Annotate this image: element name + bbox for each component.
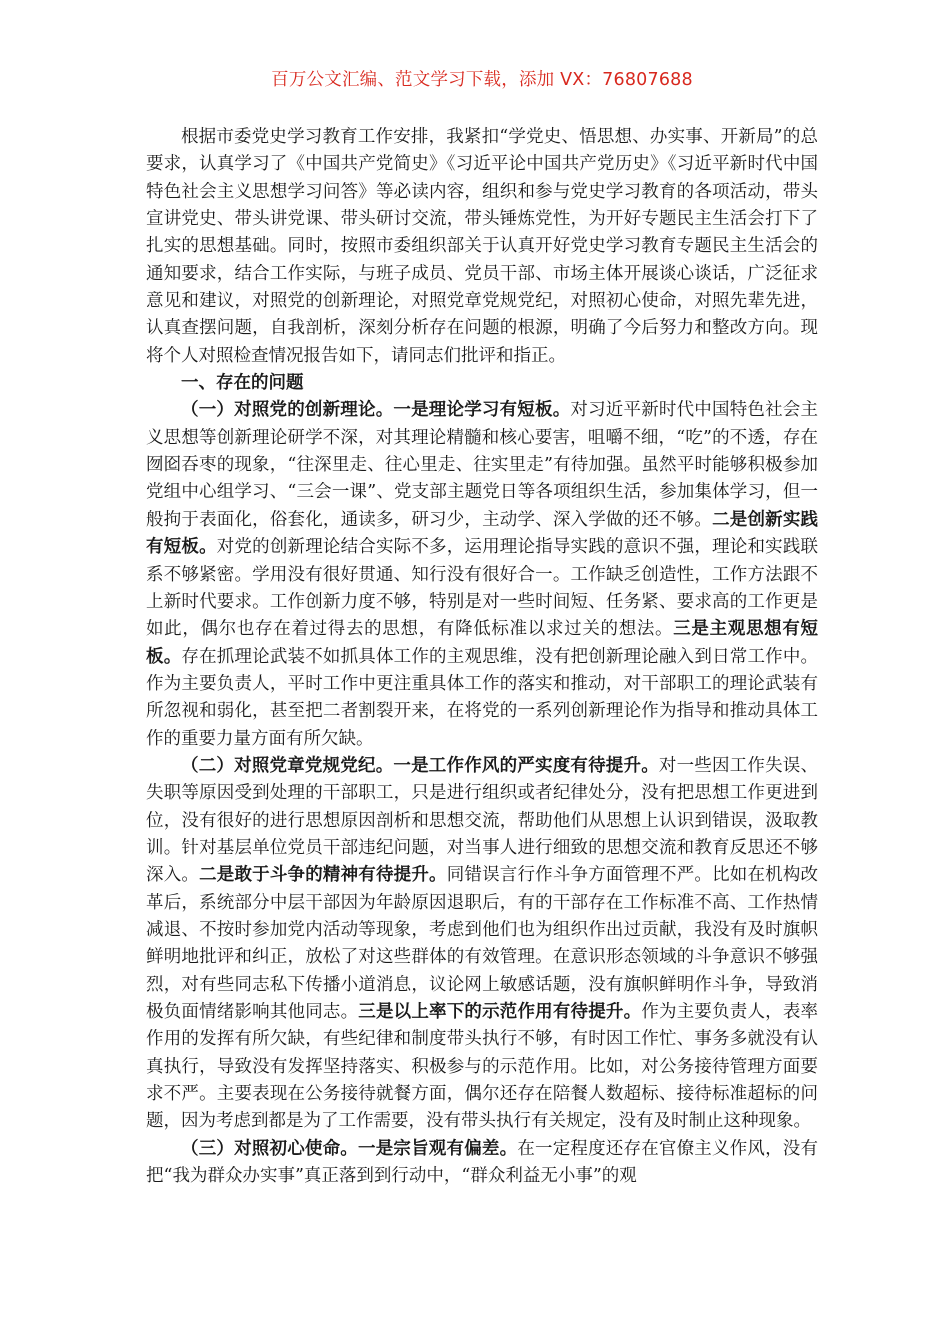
paragraph-text: 作为主要负责人，表率作用的发挥有所欠缺，有些纪律和制度带头执行不够，有时因工作忙、事务多就没有认真执行，导致没有发挥坚持落实、积极参与的示范作用。比如，对公务接待管理方面要求不严。主要表现在公务接待就餐方面，偶尔还存在陪餐人数超标、接待标准超标的问题，因为考虑到都是为了工作需要，没有带头执行有关规定，没有及时制止这种现象。 — [146, 1002, 819, 1132]
paragraph-subhead: 三是以上率下的示范作用有待提升。 — [358, 1002, 642, 1022]
paragraph-lead: （一）对照党的创新理论。一是理论学习有短板。 — [181, 400, 571, 421]
paragraph-text: 在一定程度还存在官僚主义作风，没有把“我为群众办实事”真正落到到行动中，“群众利益无小事”的观 — [146, 1138, 819, 1187]
paragraph-text: 存在抓理论武装不如抓具体工作的主观思维，没有把创新理论融入到日常工作中。作为主要负责人，平时工作中更注重具体工作的落实和推动，对干部职工的理论武装有所忽视和弱化，甚至把二者割裂开来，在将党的一系列创新理论作为指导和推动具体工作的重要力量方面有所欠缺。 — [146, 646, 819, 749]
paragraph-subhead: 三是主观思想有短板。 — [146, 619, 818, 667]
paragraph-subhead: 二是敢于斗争的精神有待提升。 — [199, 865, 447, 886]
paragraph-subhead: 二是创新实践有短板。 — [146, 509, 819, 558]
intro-paragraph: 根据市委党史学习教育工作安排，我紧扣“学党史、悟思想、办实事、开新局”的总要求，认真学习了《中国共产党简史》《习近平论中国共产党历史》《习近平新时代中国特色社会主义思想学习问答》等必读内容，组织和参与党史学习教育的各项活动，带头宣讲党史、带头讲党课、带头研讨交流，带头锤炼党性，为开好专题民主生活会打下了扎实的思想基础。同时，按照市委组织部关于认真开好党史学习教育专题民主生活会的通知要求，结合工作实际，与班子成员、党员干部、市场主体开展谈心谈话，广泛征求意见和建议，对照党的创新理论，对照党章党规党纪，对照初心使命，对照先辈先进，认真查摆问题，自我剖析，深刻分析存在问题的根源，明确了今后努力和整改方向。现将个人对照检查情况报告如下，请同志们批评和指正。 — [146, 127, 818, 366]
paragraph-innovation-theory — [146, 397, 818, 752]
paragraph-text: 对党的创新理论结合实际不多，运用理论指导实践的意识不强，理论和实践联系不够紧密。学用没有很好贯通、知行没有很好合一。工作缺乏创造性，工作方法跟不上新时代要求。工作创新力度不够，特别是对一些时间短、任务紧、要求高的工作更是如此，偶尔也存在着过得去的思想，有降低标准以求过关的想法。 — [146, 537, 819, 640]
paragraph-lead: （三）对照初心使命。一是宗旨观有偏差。 — [181, 1138, 518, 1159]
document-body — [146, 124, 818, 1190]
paragraph-text: 对习近平新时代中国特色社会主义思想等创新理论研学不深，对其理论精髓和核心要害，咀嚼不细，“吃”的不透，存在囫囵吞枣的现象，“往深里走、往心里走、往实里走”有待加强。虽然平时能够积极参加党组中心组学习、“三会一课”、党支部主题党日等各项组织生活，参加集体学习，但一般拘于表面化，俗套化，通读多，研习少，主动学、深入学做的还不够。 — [146, 400, 819, 530]
paragraph-original-mission — [146, 1136, 818, 1191]
section-heading-problems: 一、存在的问题 — [181, 373, 304, 394]
paragraph-text: 对一些因工作失误、失职等原因受到处理的干部职工，只是进行组织或者纪律处分，没有把思想工作更进到位，没有很好的进行思想原因剖析和思想交流，帮助他们从思想上认识到错误，汲取教训。针对基层单位党员干部违纪问题，对当事人进行细致的思想交流和教育反思还不够深入。 — [146, 755, 819, 886]
paragraph-text: 同错误言行作斗争方面管理不严。比如在机构改革后，系统部分中层干部因为年龄原因退职后，有的干部存在工作标准不高、工作热情减退、不按时参加党内活动等现象，考虑到他们也为组织作出过贡献，我没有及时旗帜鲜明地批评和纠正，放松了对这些群体的有效管理。在意识形态领域的斗争意识不够强烈，对有些同志私下传播小道消息，议论网上敏感话题，没有旗帜鲜明作斗争，导致消极负面情绪影响其他同志。 — [146, 865, 819, 1022]
paragraph-party-constitution — [146, 753, 818, 1136]
header-banner: 百万公文汇编、范文学习下载，添加 VX：76807688 — [271, 70, 693, 90]
paragraph-lead: （二）对照党章党规党纪。一是工作作风的严实度有待提升。 — [181, 755, 659, 776]
